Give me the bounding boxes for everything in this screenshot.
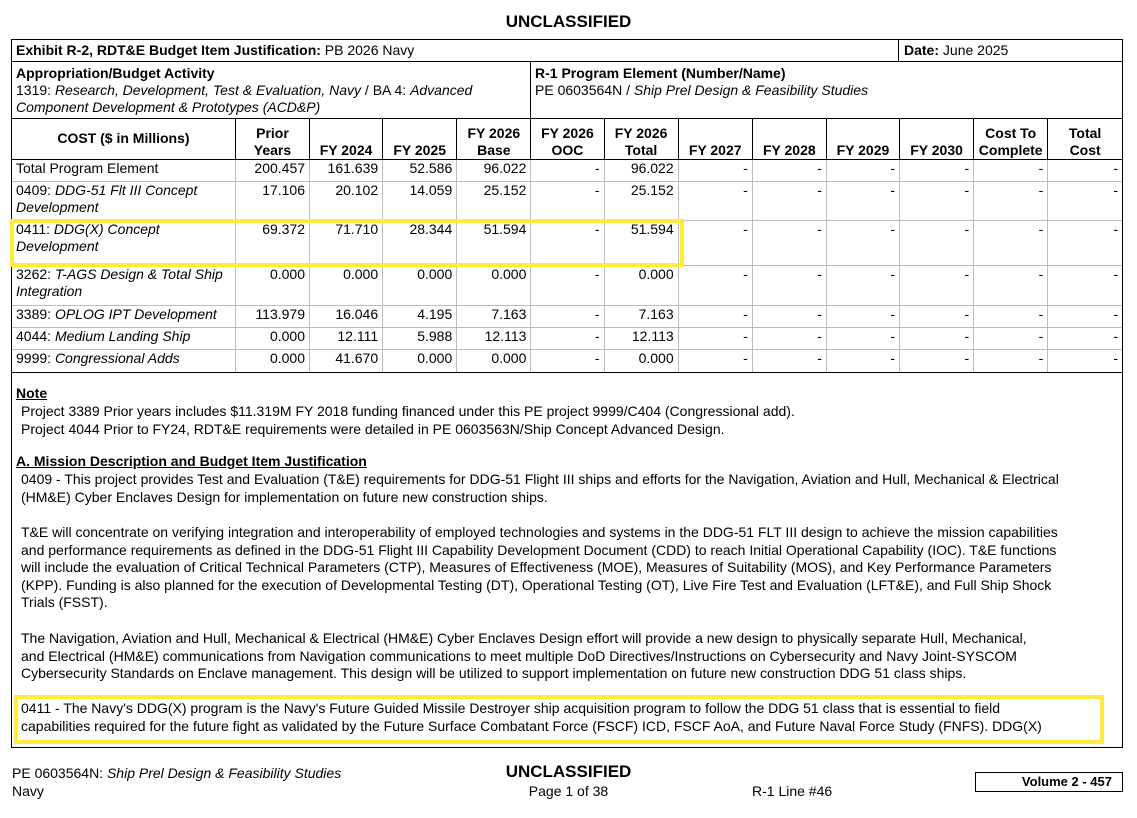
table-row bbox=[12, 327, 1122, 349]
text-line: 0409 - This project provides Test and Evaluation (T&E) requirements for DDG-51 Flight III ships and efforts for the Navigation, Aviation and Hull, Mechanical & Electrical bbox=[21, 471, 1059, 487]
row-code: 3389: bbox=[16, 305, 52, 322]
table-cell: - bbox=[1048, 265, 1122, 305]
table-cell: - bbox=[900, 265, 974, 305]
budget-activity: Advanced bbox=[410, 82, 473, 98]
table-cell: - bbox=[826, 181, 899, 220]
column-header: Cost To Complete bbox=[974, 119, 1048, 159]
table-cell: 96.022 bbox=[457, 159, 531, 181]
table-cell: - bbox=[900, 349, 974, 372]
exhibit-title bbox=[16, 42, 414, 58]
table-cell: 69.372 bbox=[235, 220, 309, 265]
note-line: Project 4044 Prior to FY24, RDT&E requirements were detailed in PE 0603563N/Ship Concept Advanced Design. bbox=[21, 421, 725, 437]
column-header: Total Cost bbox=[1048, 119, 1122, 159]
table-header-row bbox=[12, 119, 1122, 159]
row-label bbox=[12, 349, 235, 372]
column-header: FY 2026 OOC bbox=[531, 119, 604, 159]
table-cell: - bbox=[752, 265, 826, 305]
paragraph-te bbox=[21, 524, 1116, 612]
table-cell: - bbox=[752, 327, 826, 349]
table-cell: 28.344 bbox=[383, 220, 457, 265]
table-cell: 0.000 bbox=[383, 349, 457, 372]
row-label bbox=[12, 327, 235, 349]
row-label bbox=[12, 305, 235, 327]
table-cell: - bbox=[678, 349, 752, 372]
text-line: 0411 - The Navy's DDG(X) program is the Navy's Future Guided Missile Destroyer ship acquisition program to follow the DDG 51 class that is essential to field bbox=[21, 700, 1001, 716]
table-cell: 5.988 bbox=[383, 327, 457, 349]
appropriation-name: Research, Development, Test & Evaluation, Navy bbox=[54, 82, 362, 98]
table-cell: - bbox=[974, 265, 1048, 305]
column-header: FY 2026 Base bbox=[457, 119, 531, 159]
row-name: OPLOG IPT Development bbox=[54, 305, 217, 322]
table-cell: - bbox=[1048, 220, 1122, 265]
text-line: Cybersecurity Standards on Enclave management. This design will be utilized to support implementation on future new construction DDG 51 class ships. bbox=[21, 665, 967, 681]
row-label bbox=[12, 159, 235, 181]
table-cell: 20.102 bbox=[310, 181, 383, 220]
row-label bbox=[12, 265, 235, 305]
text-line: T&E will concentrate on verifying integration and interoperability of employed technologies and systems in the DDG-51 FLT III design to achieve the mission capabilities bbox=[21, 524, 1058, 540]
table-cell: - bbox=[531, 327, 604, 349]
row-label bbox=[12, 181, 235, 220]
row-name: Congressional Adds bbox=[54, 349, 180, 366]
table-cell: 16.046 bbox=[310, 305, 383, 327]
table-cell: - bbox=[900, 327, 974, 349]
table-cell: 51.594 bbox=[604, 220, 678, 265]
row-name: DDG-51 Flt III Concept Development bbox=[16, 181, 198, 215]
table-cell: 0.000 bbox=[235, 349, 309, 372]
table-cell: - bbox=[974, 181, 1048, 220]
text-line: and performance requirements as defined in the DDG-51 Flight III Capability Development Document (CDD) to reach Initial Operational Capability (IOC). T&E functions bbox=[21, 541, 1057, 558]
text-line: The Navigation, Aviation and Hull, Mechanical & Electrical (HM&E) Cyber Enclaves Design effort will provide a new design to physically separate Hull, Mechanical, bbox=[21, 630, 1027, 646]
row-name: Medium Landing Ship bbox=[54, 327, 191, 344]
table-cell: - bbox=[678, 220, 752, 265]
row-name: T-AGS Design & Total Ship Integration bbox=[16, 265, 223, 299]
paragraph-hme bbox=[21, 630, 1116, 683]
column-header: FY 2027 bbox=[678, 119, 752, 159]
table-cell: - bbox=[752, 181, 826, 220]
row-code: 3262: bbox=[16, 265, 52, 282]
table-cell: - bbox=[1048, 159, 1122, 181]
table-row bbox=[12, 181, 1122, 220]
table-cell: 0.000 bbox=[383, 265, 457, 305]
table-cell: 51.594 bbox=[457, 220, 531, 265]
table-cell: - bbox=[974, 305, 1048, 327]
table-cell: 12.111 bbox=[310, 327, 383, 349]
row-name: DDG(X) Concept Development bbox=[16, 220, 160, 254]
table-cell: - bbox=[678, 327, 752, 349]
exhibit-value: PB 2026 Navy bbox=[324, 42, 415, 58]
footer-service: Navy bbox=[12, 783, 44, 799]
table-cell: 113.979 bbox=[235, 305, 309, 327]
highlight-paragraph-0411 bbox=[14, 695, 1104, 744]
text-line: (KPP). Funding is also planned for the execution of Developmental Testing (DT), Operational Testing (OT), Live Fire Test and Evaluation (LFT&E), and Full Ship Shock bbox=[21, 576, 1052, 593]
table-cell: - bbox=[900, 305, 974, 327]
program-element-name: Ship Prel Design & Feasibility Studies bbox=[633, 82, 869, 98]
footer-page: Page 1 of 38 bbox=[528, 783, 609, 799]
table-cell: 7.163 bbox=[457, 305, 531, 327]
table-cell: 4.195 bbox=[383, 305, 457, 327]
table-cell: 25.152 bbox=[604, 181, 678, 220]
table-row bbox=[12, 349, 1122, 372]
table-cell: 71.710 bbox=[310, 220, 383, 265]
row-code: 9999: bbox=[16, 349, 52, 366]
table-cell: 12.113 bbox=[604, 327, 678, 349]
column-header: FY 2030 bbox=[900, 119, 974, 159]
table-row bbox=[12, 159, 1122, 181]
column-header: COST ($ in Millions) bbox=[12, 119, 235, 159]
footer-pe-name: Ship Prel Design & Feasibility Studies bbox=[106, 765, 342, 781]
table-cell: - bbox=[678, 305, 752, 327]
date-label: Date: bbox=[904, 42, 940, 58]
table-cell: - bbox=[900, 220, 974, 265]
table-cell: 96.022 bbox=[604, 159, 678, 181]
table-cell: - bbox=[678, 159, 752, 181]
table-cell: - bbox=[900, 181, 974, 220]
text-line: capabilities required for the future fight as validated by the Future Surface Combatant Force (FSCF) ICD, FSCF AoA, and Future Naval Force Study (FNFS). DDG(X) bbox=[21, 717, 1042, 734]
date-value: June 2025 bbox=[942, 42, 1009, 58]
table-cell: 0.000 bbox=[457, 265, 531, 305]
table-cell: - bbox=[531, 305, 604, 327]
mission-heading: A. Mission Description and Budget Item Justification bbox=[16, 453, 367, 469]
table-cell: - bbox=[752, 305, 826, 327]
table-cell: - bbox=[826, 220, 899, 265]
text-line: and Electrical (HM&E) communications from Navigation communications to meet multiple DoD Directives/Instructions on Cybersecurity and Navy Joint-SYSCOM bbox=[21, 647, 1017, 664]
footer-pe-number: PE 0603564N: bbox=[12, 765, 104, 781]
table-cell: - bbox=[826, 265, 899, 305]
table-cell: - bbox=[752, 349, 826, 372]
paragraph-0409 bbox=[21, 471, 1116, 506]
appropriation-label: Appropriation/Budget Activity bbox=[16, 65, 215, 81]
column-header: FY 2029 bbox=[826, 119, 899, 159]
table-cell: - bbox=[974, 220, 1048, 265]
appropriation-row bbox=[12, 62, 1122, 119]
table-cell: 12.113 bbox=[457, 327, 531, 349]
table-cell: - bbox=[826, 305, 899, 327]
program-element-number: PE 0603564N / bbox=[535, 82, 630, 98]
column-header: FY 2026 Total bbox=[604, 119, 678, 159]
table-cell: 52.586 bbox=[383, 159, 457, 181]
column-header: FY 2024 bbox=[310, 119, 383, 159]
text-line: (HM&E) Cyber Enclaves Design for implementation on future new construction ships. bbox=[21, 488, 548, 505]
row-code: Total Program Element bbox=[16, 159, 159, 176]
table-cell: - bbox=[752, 159, 826, 181]
table-row bbox=[12, 265, 1122, 305]
table-cell: - bbox=[826, 159, 899, 181]
column-header: FY 2025 bbox=[383, 119, 457, 159]
table-cell: - bbox=[974, 159, 1048, 181]
row-code: 0411: bbox=[16, 220, 50, 237]
table-cell: 0.000 bbox=[235, 265, 309, 305]
program-element-block bbox=[530, 62, 1120, 119]
table-cell: 200.457 bbox=[235, 159, 309, 181]
table-cell: - bbox=[1048, 181, 1122, 220]
table-cell: - bbox=[1048, 305, 1122, 327]
exhibit-date bbox=[898, 40, 1008, 62]
table-cell: 25.152 bbox=[457, 181, 531, 220]
table-cell: 14.059 bbox=[383, 181, 457, 220]
exhibit-header-row bbox=[12, 40, 1122, 62]
table-cell: 0.000 bbox=[235, 327, 309, 349]
table-cell: - bbox=[531, 265, 604, 305]
table-cell: 0.000 bbox=[604, 265, 678, 305]
column-header: FY 2028 bbox=[752, 119, 826, 159]
table-cell: 0.000 bbox=[604, 349, 678, 372]
volume-box: Volume 2 - 457 bbox=[975, 772, 1123, 792]
table-cell: - bbox=[752, 220, 826, 265]
text-line: Trials (FSST). bbox=[21, 594, 108, 610]
table-cell: - bbox=[531, 349, 604, 372]
table-cell: 7.163 bbox=[604, 305, 678, 327]
program-element-label: R-1 Program Element (Number/Name) bbox=[535, 65, 786, 81]
column-header: Prior Years bbox=[235, 119, 309, 159]
table-cell: 161.639 bbox=[310, 159, 383, 181]
table-cell: - bbox=[531, 220, 604, 265]
budget-activity-cont: Component Development & Prototypes (ACD&P) bbox=[16, 99, 321, 115]
highlight-row-0411 bbox=[10, 219, 684, 267]
table-row bbox=[12, 305, 1122, 327]
table-cell: - bbox=[826, 349, 899, 372]
note-heading: Note bbox=[16, 385, 48, 401]
classification-header: UNCLASSIFIED bbox=[505, 12, 632, 31]
table-cell: 0.000 bbox=[457, 349, 531, 372]
table-cell: 17.106 bbox=[235, 181, 309, 220]
table-cell: - bbox=[531, 159, 604, 181]
footer-classification: UNCLASSIFIED bbox=[505, 762, 632, 781]
row-code: 0409: bbox=[16, 181, 52, 198]
appropriation-code: 1319: bbox=[16, 82, 52, 98]
table-cell: - bbox=[974, 327, 1048, 349]
table-cell: 0.000 bbox=[310, 265, 383, 305]
row-code: 4044: bbox=[16, 327, 52, 344]
table-cell: 41.670 bbox=[310, 349, 383, 372]
table-cell: - bbox=[531, 181, 604, 220]
table-cell: - bbox=[1048, 327, 1122, 349]
table-cell: - bbox=[1048, 349, 1122, 372]
appropriation-sep: / BA 4: bbox=[364, 82, 407, 98]
table-cell: - bbox=[974, 349, 1048, 372]
appropriation-block bbox=[16, 65, 526, 116]
table-cell: - bbox=[678, 181, 752, 220]
table-cell: - bbox=[826, 327, 899, 349]
exhibit-label: Exhibit R-2, RDT&E Budget Item Justification: bbox=[16, 42, 321, 58]
table-cell: - bbox=[678, 265, 752, 305]
text-line: will include the evaluation of Critical Technical Parameters (CTP), Measures of Effectiveness (MOE), Measures of Suitability (MOS), and Key Performance Parameters bbox=[21, 559, 1052, 575]
table-cell: - bbox=[900, 159, 974, 181]
footer-r1-line: R-1 Line #46 bbox=[752, 783, 833, 799]
note-line: Project 3389 Prior years includes $11.319M FY 2018 funding financed under this PE project 9999/C404 (Congressional add). bbox=[21, 403, 795, 419]
